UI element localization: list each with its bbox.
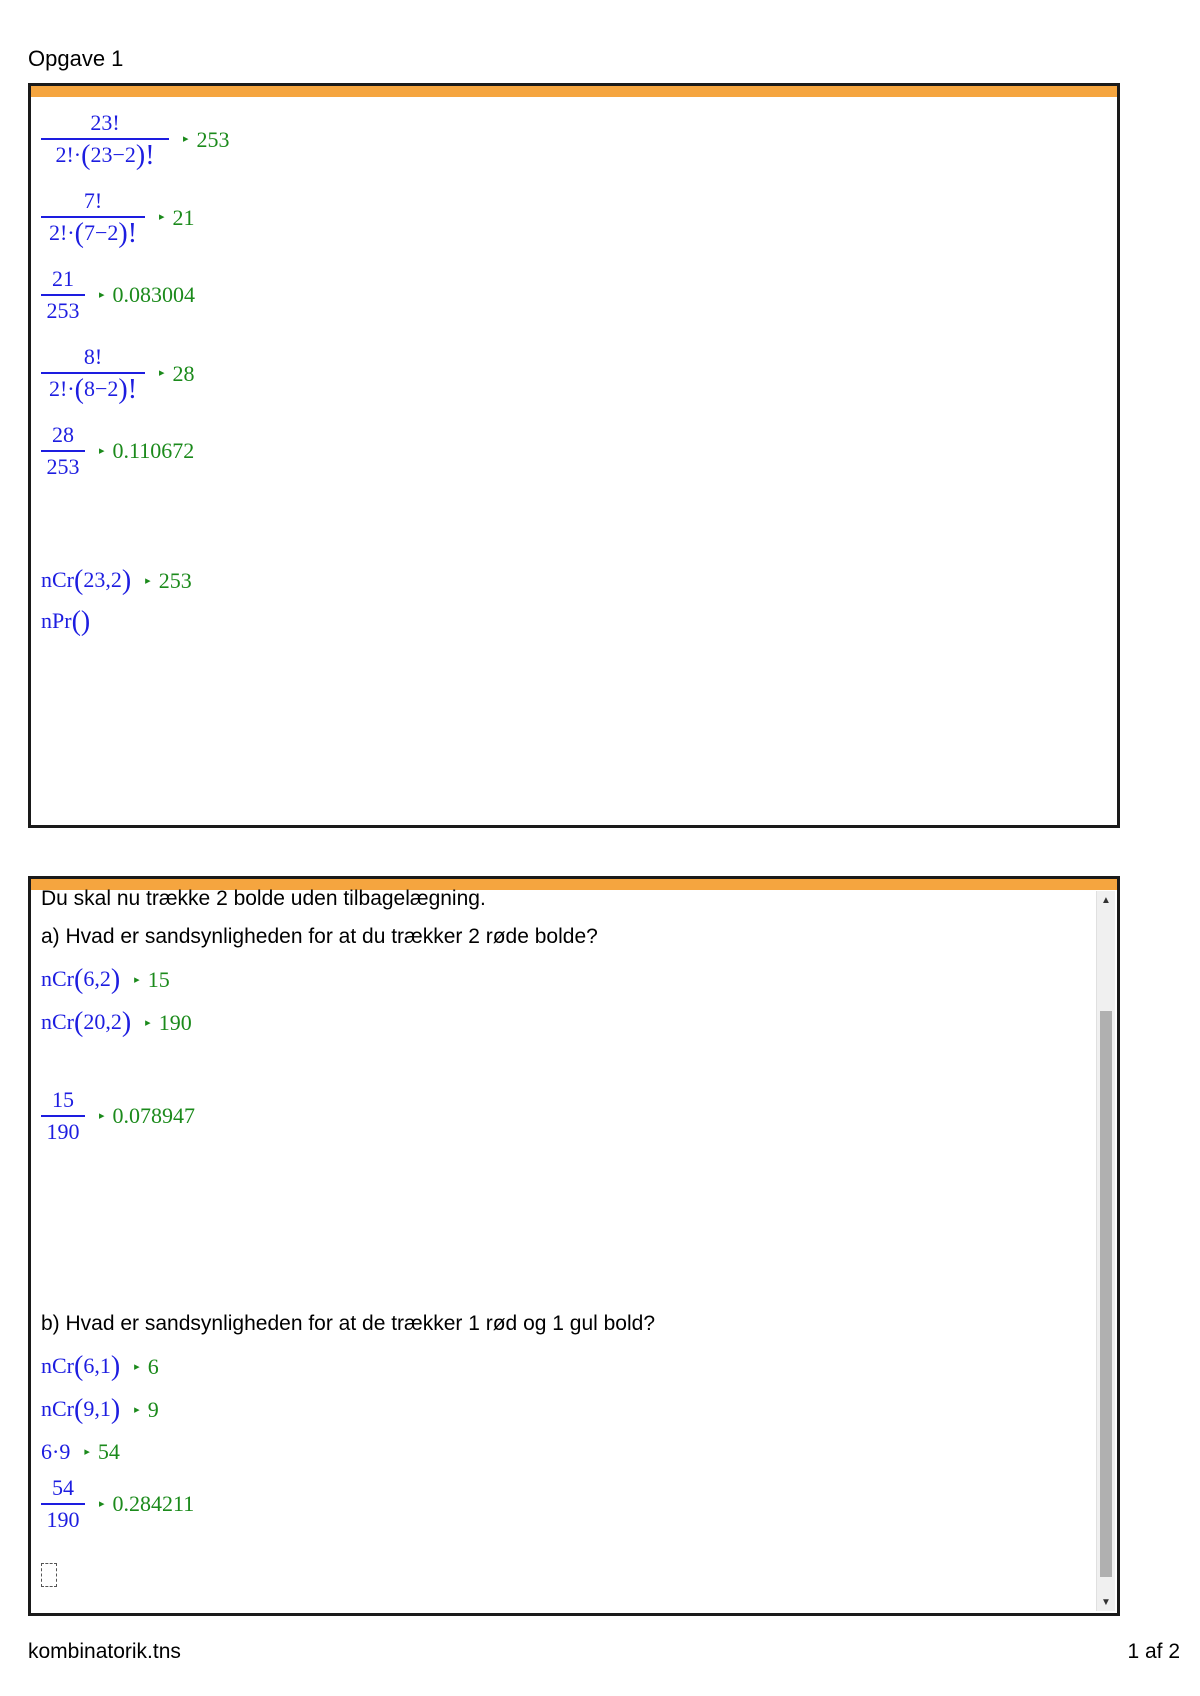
question-a: a) Hvad er sandsynligheden for at du trækker 2 røde bolde? [41, 925, 598, 948]
math-entry-54-over-190[interactable] [41, 1473, 194, 1535]
numerator: 54 [52, 1475, 74, 1500]
denominator: 2!·(7−2)! [48, 218, 138, 249]
result-value: 0.078947 [112, 1103, 196, 1128]
result-value: 0.083004 [112, 282, 196, 307]
fraction [41, 264, 85, 326]
fraction [41, 1085, 85, 1147]
result-value: 15 [147, 967, 170, 992]
instruction-text: Du skal nu trække 2 bolde uden tilbagelægning. [41, 887, 486, 910]
result-arrow-icon: ▸ [99, 288, 105, 301]
result-arrow-icon: ▸ [134, 1403, 140, 1416]
question-b: b) Hvad er sandsynligheden for at de trækker 1 rød og 1 gul bold? [41, 1312, 656, 1335]
result-value: 0.110672 [112, 438, 195, 463]
result-arrow-icon: ▸ [134, 973, 140, 986]
expression[interactable]: nPr() [41, 606, 91, 637]
math-entry-ncr-20-2[interactable] [41, 1007, 192, 1039]
numerator: 23! [90, 110, 120, 135]
expression: nCr(9,1) [41, 1394, 121, 1425]
numerator: 7! [83, 188, 103, 213]
fraction [41, 420, 85, 482]
fraction [41, 186, 145, 249]
result-value: 21 [172, 204, 195, 230]
expression: nCr(20,2) [41, 1007, 132, 1038]
math-entry-15-over-190[interactable] [41, 1085, 195, 1147]
fraction [41, 342, 145, 405]
empty-input-cursor[interactable] [41, 1563, 57, 1587]
result-arrow-icon: ▸ [99, 1109, 105, 1122]
expression: nCr(6,1) [41, 1351, 121, 1382]
math-entry-28-over-253[interactable] [41, 420, 194, 482]
math-entry-ncr-9-1[interactable] [41, 1394, 159, 1426]
math-entry-21-over-253[interactable] [41, 264, 195, 326]
result-value: 6 [147, 1354, 159, 1379]
expression: 6·9 [41, 1439, 71, 1464]
denominator: 253 [46, 298, 80, 323]
math-entry-7-choose-2[interactable] [41, 186, 195, 249]
denominator: 190 [46, 1507, 80, 1532]
math-entry-ncr-6-2[interactable] [41, 964, 170, 996]
result-value: 190 [158, 1010, 192, 1035]
calculator-panel-top[interactable] [28, 83, 1120, 828]
result-value: 54 [97, 1439, 120, 1464]
result-arrow-icon: ▸ [145, 1016, 151, 1029]
denominator: 2!·(23−2)! [55, 140, 155, 171]
page-title: Opgave 1 [28, 46, 124, 71]
math-entry-ncr-23-2[interactable] [41, 565, 192, 597]
math-entry-npr-input[interactable] [41, 606, 90, 638]
footer-page-number: 1 af 2 [1127, 1640, 1180, 1663]
math-entry-23-choose-2[interactable] [41, 108, 230, 171]
result-arrow-icon: ▸ [99, 1497, 105, 1510]
denominator: 2!·(8−2)! [48, 374, 138, 405]
result-arrow-icon: ▸ [145, 574, 151, 587]
result-value: 9 [147, 1397, 159, 1422]
denominator: 253 [46, 454, 80, 479]
scroll-up-arrow-icon[interactable]: ▲ [1101, 894, 1111, 906]
result-value: 253 [196, 126, 230, 152]
math-entry-8-choose-2[interactable] [41, 342, 195, 405]
result-arrow-icon: ▸ [134, 1360, 140, 1373]
fraction [41, 1473, 85, 1535]
result-value: 28 [172, 360, 195, 386]
result-arrow-icon: ▸ [84, 1445, 90, 1458]
expression: nCr(23,2) [41, 565, 132, 596]
numerator: 28 [52, 422, 74, 447]
expression: nCr(6,2) [41, 964, 121, 995]
scrollbar-thumb[interactable] [1100, 1011, 1112, 1577]
result-arrow-icon: ▸ [183, 133, 189, 145]
result-arrow-icon: ▸ [159, 367, 165, 379]
result-value: 253 [158, 568, 192, 593]
scroll-down-arrow-icon[interactable]: ▼ [1101, 1596, 1111, 1608]
result-arrow-icon: ▸ [159, 211, 165, 223]
numerator: 8! [83, 344, 103, 369]
result-value: 0.284211 [112, 1491, 195, 1516]
result-arrow-icon: ▸ [99, 444, 105, 457]
vertical-scrollbar[interactable] [1096, 891, 1115, 1611]
notes-panel-bottom[interactable] [28, 876, 1120, 1616]
numerator: 15 [52, 1087, 74, 1112]
denominator: 190 [46, 1119, 80, 1144]
math-entry-6-times-9[interactable] [41, 1439, 120, 1465]
footer-filename: kombinatorik.tns [28, 1640, 181, 1663]
math-entry-ncr-6-1[interactable] [41, 1351, 159, 1383]
panel-accent-bar [31, 86, 1117, 97]
numerator: 21 [52, 266, 74, 291]
fraction [41, 108, 169, 171]
